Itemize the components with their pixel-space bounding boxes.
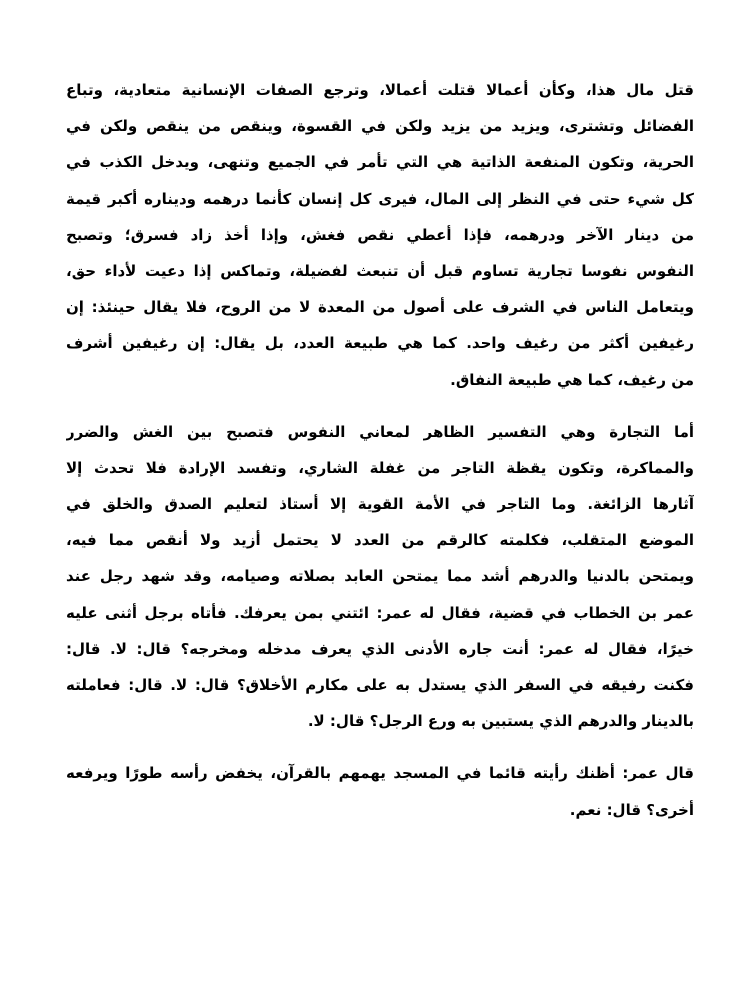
text-line: الموضع المتقلب، فكلمته كالرقم من العدد لا يحتمل أزيد ولا أنقص مما فيه، — [66, 531, 694, 550]
text-line: ويتعامل الناس في الشرف على أصول من المعدة لا من الروح، فلا يقال حينئذ: إن — [66, 298, 694, 317]
text-line: آثارها الزائغة. وما التاجر في الأمة القوية إلا أستاذ لتعليم الصدق والخلق في — [66, 495, 694, 514]
text-line: أخرى؟ قال: نعم. — [569, 800, 694, 819]
text-line: قتل مال هذا، وكأن أعمالا قتلت أعمالا، وترجع الصفات الإنسانية متعادية، وتباع — [66, 81, 694, 99]
text-line: كل شيء حتى في النظر إلى المال، فيرى كل إنسان كأنما درهمه وديناره أكبر قيمة — [66, 189, 694, 208]
text-line: فكنت رفيقه في السفر الذي يستدل به على مكارم الأخلاق؟ قال: لا. قال: فعاملته — [66, 676, 694, 694]
text-line: خيرًا، فقال له عمر: أنت جاره الأدنى الذي يعرف مدخله ومخرجه؟ قال: لا. قال: — [66, 639, 694, 658]
text-line: الحرية، وتكون المنفعة الذاتية هي التي تأمر في الجميع وتنهى، ويدخل الكذب في — [66, 153, 694, 172]
text-line: رغيفين أكثر من رغيف واحد. كما هي طبيعة العدد، بل يقال: إن رغيفين أشرف — [66, 334, 694, 353]
text-line: بالدينار والدرهم الذي يستبين به ورع الرجل؟ قال: لا. — [307, 712, 694, 731]
text-line: من دينار الآخر ودرهمه، فإذا أعطي نقص فغش، وإذا أخذ زاد فسرق؛ وتصبح — [66, 225, 694, 244]
text-line: النفوس نفوسا تجارية تساوم قبل أن تنبعث لفضيلة، وتماكس إذا دعيت لأداء حق، — [66, 261, 694, 280]
text-line: قال عمر: أظنك رأيته قائما في المسجد يهمهم بالقرآن، يخفض رأسه طورًا ويرفعه — [66, 764, 694, 783]
text-line: عمر بن الخطاب في قضية، فقال له عمر: ائتني بمن يعرفك. فأتاه برجل أثنى عليه — [66, 603, 694, 622]
paragraph-1 — [66, 72, 694, 398]
document-body — [66, 72, 694, 844]
text-line: والمماكرة، وتكون يقظة التاجر من غفلة الشاري، وتفسد الإرادة فلا تحدث إلا — [66, 458, 694, 477]
text-line: من رغيف، كما هي طبيعة النفاق. — [450, 370, 694, 389]
text-line: ويمتحن بالدنيا والدرهم أشد مما يمتحن العابد بصلاته وصيامه، وقد شهد رجل عند — [66, 567, 694, 586]
text-line: الفضائل وتشترى، ويزيد من يزيد ولكن في القسوة، وينقص من ينقص ولكن في — [66, 117, 694, 136]
paragraph-3 — [66, 755, 694, 827]
text-line: أما التجارة وهي التفسير الظاهر لمعاني النفوس فتصبح بين الغش والضرر — [66, 422, 694, 441]
paragraph-2 — [66, 414, 694, 740]
